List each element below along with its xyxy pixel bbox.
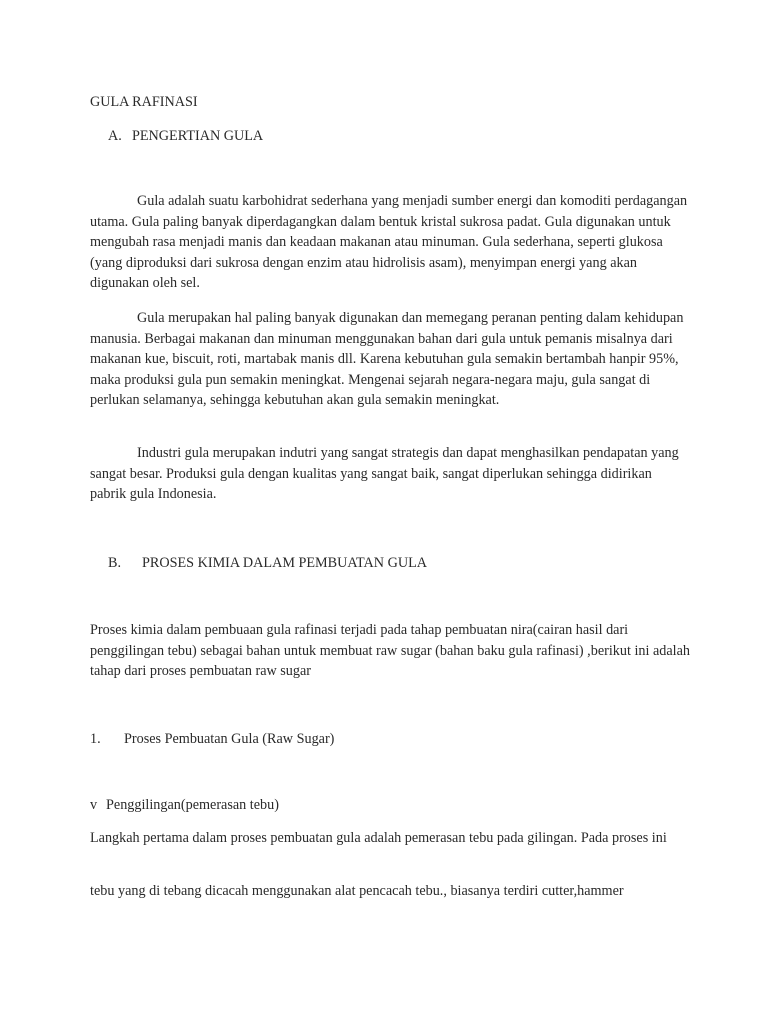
paragraph-milling-detail: tebu yang di tebang dicacah menggunakan alat pencacah tebu., biasanya terdiri cutter,hammer <box>90 883 624 899</box>
item-1-heading: Proses Pembuatan Gula (Raw Sugar) <box>124 731 335 747</box>
paragraph-definition: Gula adalah suatu karbohidrat sederhana yang menjadi sumber energi dan komoditi perdagangan utama. Gula paling banyak diperdagangkan dalam bentuk kristal sukrosa padat. Gula digunakan untuk mengubah rasa menjadi manis dan keadaan makanan atau minuman. Gula sederhana, seperti glukosa (yang diproduksi dari sukrosa dengan enzim atau hidrolisis asam), menyimpan energi yang akan digunakan oleh sel. <box>90 193 688 292</box>
bullet-text: Penggilingan(pemerasan tebu) <box>106 797 279 813</box>
document-title: GULA RAFINASI <box>90 94 198 110</box>
section-a-heading: PENGERTIAN GULA <box>132 128 264 144</box>
section-b-heading: PROSES KIMIA DALAM PEMBUATAN GULA <box>142 555 428 571</box>
item-1-marker: 1. <box>90 731 101 747</box>
paragraph-industry: Industri gula merupakan indutri yang sangat strategis dan dapat menghasilkan pendapatan yang sangat besar. Produksi gula dengan kualitas yang sangat baik, sangat diperlukan sehingga didirikan pabrik gula Indonesia. <box>90 445 679 503</box>
section-a-marker: A. <box>108 128 122 144</box>
section-b-marker: B. <box>108 555 122 571</box>
paragraph-importance: Gula merupakan hal paling banyak digunakan dan memegang peranan penting dalam kehidupan manusia. Berbagai makanan dan minuman menggunakan bahan dari gula untuk pemanis misalnya dari makanan kue, biscuit, roti, martabak manis dll. Karena kebutuhan gula semakin bertambah hanpir 95%, maka produksi gula pun semakin meningkat. Mengenai sejarah negara-negara maju, gula sangat di perlukan selamanya, sehingga kebutuhan akan gula semakin meningkat. <box>90 310 684 409</box>
paragraph-milling-step: Langkah pertama dalam proses pembuatan gula adalah pemerasan tebu pada gilingan. Pada proses ini <box>90 830 667 846</box>
paragraph-chemical-process: Proses kimia dalam pembuaan gula rafinasi terjadi pada tahap pembuatan nira(cairan hasil dari penggilingan tebu) sebagai bahan untuk membuat raw sugar (bahan baku gula rafinasi) ,berikut ini adalah tahap dari proses pembuatan raw sugar <box>90 622 691 680</box>
bullet-marker: v <box>90 797 98 813</box>
